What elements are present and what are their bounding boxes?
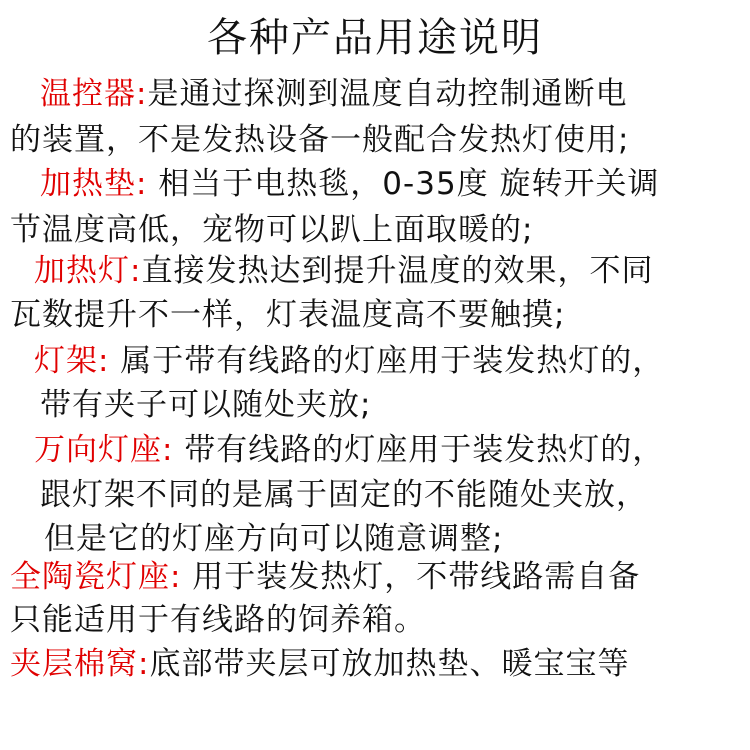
term-lamp-stand: 灯架: bbox=[34, 343, 110, 379]
desc-universal-lamp-base-cont-2: 但是它的灯座方向可以随意调整; bbox=[44, 521, 504, 557]
desc-padded-nest: 底部带夹层可放加热垫、暖宝宝等 bbox=[149, 646, 630, 682]
term-heating-pad: 加热垫: bbox=[40, 166, 148, 202]
desc-heat-lamp-cont: 瓦数提升不一样，灯表温度高不要触摸; bbox=[10, 297, 566, 333]
desc-thermostat: 是通过探测到温度自动控制通断电 bbox=[147, 76, 628, 112]
term-padded-nest: 夹层棉窝: bbox=[10, 646, 150, 682]
page-title: 各种产品用途说明 bbox=[207, 15, 543, 61]
entry-padded-nest bbox=[10, 644, 629, 684]
entry-heating-pad bbox=[40, 164, 660, 204]
desc-universal-lamp-base-cont-1: 跟灯架不同的是属于固定的不能随处夹放， bbox=[40, 477, 648, 513]
desc-ceramic-lamp-base-cont: 只能适用于有线路的饲养箱。 bbox=[10, 602, 426, 638]
term-ceramic-lamp-base: 全陶瓷灯座: bbox=[10, 559, 182, 595]
term-thermostat: 温控器: bbox=[40, 76, 148, 112]
entry-heat-lamp bbox=[34, 251, 653, 291]
desc-lamp-stand: 属于带有线路的灯座用于装发热灯的， bbox=[109, 343, 665, 379]
entry-thermostat bbox=[40, 74, 627, 114]
entry-ceramic-lamp-base bbox=[10, 557, 640, 597]
desc-universal-lamp-base: 带有线路的灯座用于装发热灯的， bbox=[173, 432, 665, 468]
desc-ceramic-lamp-base: 用于装发热灯，不带线路需自备 bbox=[181, 559, 641, 595]
desc-heating-pad-cont: 节温度高低，宠物可以趴上面取暖的; bbox=[10, 212, 534, 248]
entry-universal-lamp-base bbox=[34, 430, 664, 470]
term-heat-lamp: 加热灯: bbox=[34, 253, 142, 289]
desc-heat-lamp: 直接发热达到提升温度的效果，不同 bbox=[141, 253, 654, 289]
entry-lamp-stand bbox=[34, 341, 664, 381]
desc-heating-pad: 相当于电热毯，0-35度 旋转开关调 bbox=[147, 166, 660, 202]
term-universal-lamp-base: 万向灯座: bbox=[34, 432, 174, 468]
desc-thermostat-cont: 的装置，不是发热设备一般配合发热灯使用; bbox=[10, 122, 630, 158]
desc-lamp-stand-cont: 带有夹子可以随处夹放; bbox=[40, 387, 372, 423]
